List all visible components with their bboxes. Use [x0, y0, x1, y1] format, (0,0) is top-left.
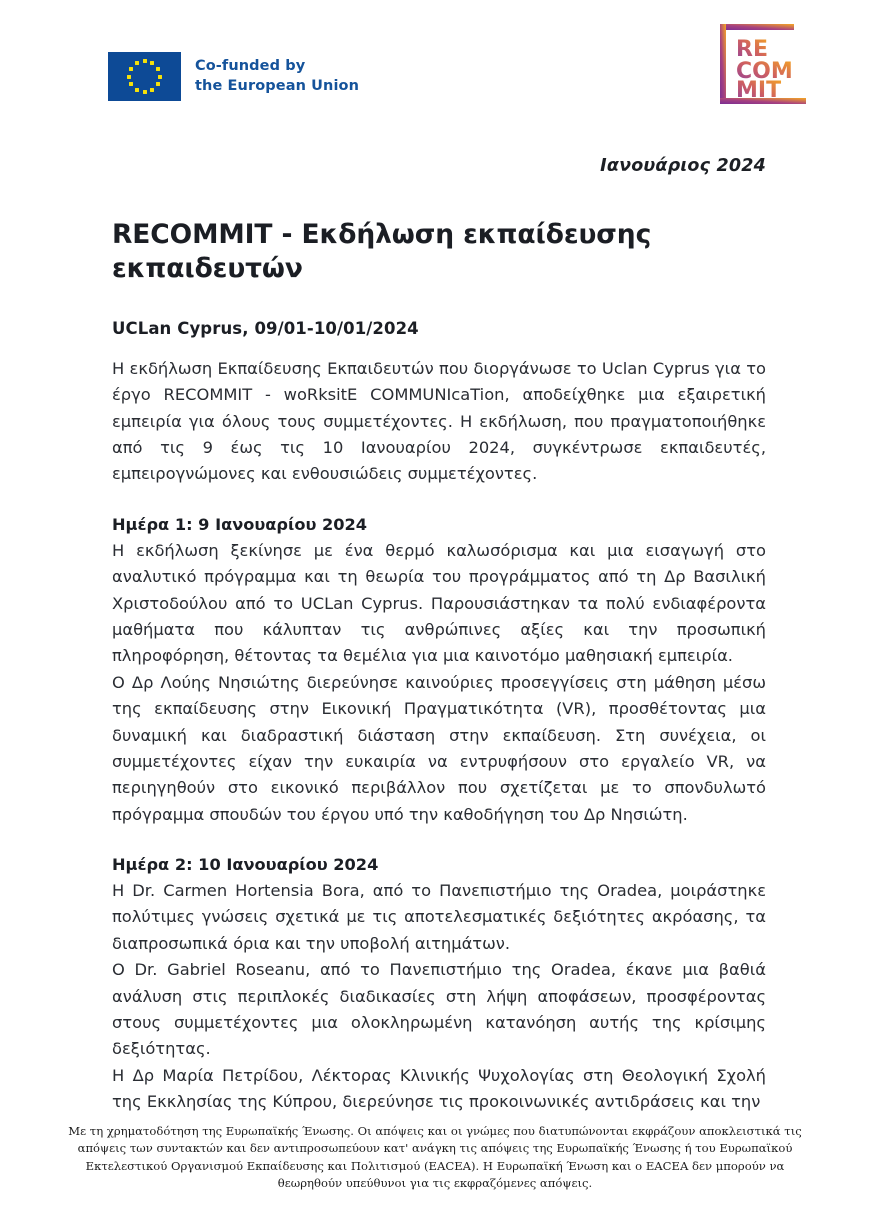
eu-cofunded-label	[195, 57, 359, 96]
recommit-logo	[714, 18, 812, 110]
eu-star-icon	[150, 61, 154, 65]
page-title: RECOMMIT - Εκδήλωση εκπαίδευσης εκπαιδευτών	[112, 219, 652, 284]
eu-label-line1: Co-funded by	[195, 58, 306, 75]
eu-star-icon	[150, 88, 154, 92]
eu-star-icon	[127, 75, 131, 79]
section-day-2-paragraph-1: Η Dr. Carmen Hortensia Bora, από το Πανεπιστήμιο της Oradea, μοιράστηκε πολύτιμες γνώσεις σχετικά με τις αποτελεσματικές δεξιότητες ακρόασης, τα διαπροσωπικά όρια και την υποβολή αιτημάτων.	[112, 881, 766, 953]
section-heading-day-1: Ημέρα 1: 9 Ιανουαρίου 2024	[112, 514, 368, 534]
eu-flag-icon	[108, 52, 181, 101]
eu-star-icon	[158, 75, 162, 79]
recommit-logo-line1: RE	[736, 37, 768, 62]
section-heading-day-2: Ημέρα 2: 10 Ιανουαρίου 2024	[112, 855, 379, 875]
eu-star-icon	[135, 61, 139, 65]
eu-star-icon	[156, 67, 160, 71]
eu-star-icon	[129, 82, 133, 86]
document-subtitle: UCLan Cyprus, 09/01-10/01/2024	[112, 318, 419, 338]
eu-star-icon	[129, 67, 133, 71]
section-day-2-paragraph-2: Ο Dr. Gabriel Roseanu, από το Πανεπιστήμιο της Oradea, έκανε μια βαθιά ανάλυση στις περιπλοκές διαδικασίες στη λήψη αποφάσεων, προσφέροντας στους συμμετέχοντες μια ολοκληρωμένη κατανόηση αυτής της κρίσιμης δεξιότητας.	[112, 960, 766, 1059]
section-day-2-paragraph-3: Η Δρ Μαρία Πετρίδου, Λέκτορας Κλινικής Ψυχολογίας στη Θεολογική Σχολή της Εκκλησίας της Κύπρου, διερεύνησε τις προκοινωνικές αντιδράσεις και την	[112, 1065, 766, 1112]
recommit-logo-line3: MIT	[736, 78, 782, 103]
eu-star-icon	[135, 88, 139, 92]
section-day-1-paragraph-2: Ο Δρ Λούης Νησιώτης διερεύνησε καινούριες προσεγγίσεις στη μάθηση μέσω της εκπαίδευσης στην Εικονική Πραγματικότητα (VR), προσθέτοντας μια δυναμική και διαδραστική διάσταση στην εκπαίδευση. Στη συνέχεια, οι συμμετέχοντες είχαν την ευκαιρία να εντρυφήσουν στο εργαλείο VR, να περιηγηθούν στο εικονικό περιβάλλον που σχετίζεται με το σπονδυλωτό πρόγραμμα σπουδών του έργου υπό την καθοδήγηση του Δρ Νησιώτη.	[112, 672, 766, 824]
section-day-1-paragraph-1: Η εκδήλωση ξεκίνησε με ένα θερμό καλωσόρισμα και μια εισαγωγή στο αναλυτικό πρόγραμμα και τη θεωρία του προγράμματος από τη Δρ Βασιλική Χριστοδούλου από το UCLan Cyprus. Παρουσιάστηκαν τα πολύ ενδιαφέροντα μαθήματα που κάλυπταν τις ανθρώπινες αξίες και την προσωπική πληροφόρηση, θέτοντας τα θεμέλια για μια καινοτόμο μαθησιακή εμπειρία.	[112, 540, 766, 666]
footer-disclaimer-text: Με τη χρηματοδότηση της Ευρωπαϊκής Ένωσης. Οι απόψεις και οι γνώμες που διατυπώνονται εκφράζουν αποκλειστικά τις απόψεις των συντακτών και δεν αντιπροσωπεύουν κατ' ανάγκη τις απόψεις της Ευρωπαϊκής Ένωσης ή του Ευρωπαϊκού Εκτελεστικού Οργανισμού Εκπαίδευσης και Πολιτισμού (EACEA). Η Ευρωπαϊκή Ένωση και ο EACEA δεν μπορούν να θεωρηθούν υπεύθυνοι για τις εκφραζόμενες απόψεις.	[68, 1123, 802, 1191]
recommit-logo-line2: COM	[736, 59, 793, 84]
eu-star-icon	[156, 82, 160, 86]
eu-label-line2: the European Union	[195, 77, 359, 94]
intro-paragraph: Η εκδήλωση Εκπαίδευσης Εκπαιδευτών που διοργάνωσε το Uclan Cyprus για το έργο RECOMMIT - woRksitE COMMUNIcaTion, αποδείχθηκε μια εξαιρετική εμπειρία για όλους τους συμμετέχοντες. Η εκδήλωση, που πραγματοποιήθηκε από τις 9 έως τις 10 Ιανουαρίου 2024, συγκέντρωσε εκπαιδευτές, εμπειρογνώμονες και ενθουσιώδεις συμμετέχοντες.	[112, 358, 767, 484]
document-header	[0, 0, 870, 130]
eu-star-icon	[143, 59, 147, 63]
footer-disclaimer	[0, 1123, 870, 1193]
recommit-logo-svg	[714, 18, 812, 110]
eu-star-icon	[143, 90, 147, 94]
document-content	[112, 218, 766, 1116]
eu-cofunded-logo	[108, 52, 359, 101]
document-date: Ιανουάριος 2024	[600, 156, 766, 176]
